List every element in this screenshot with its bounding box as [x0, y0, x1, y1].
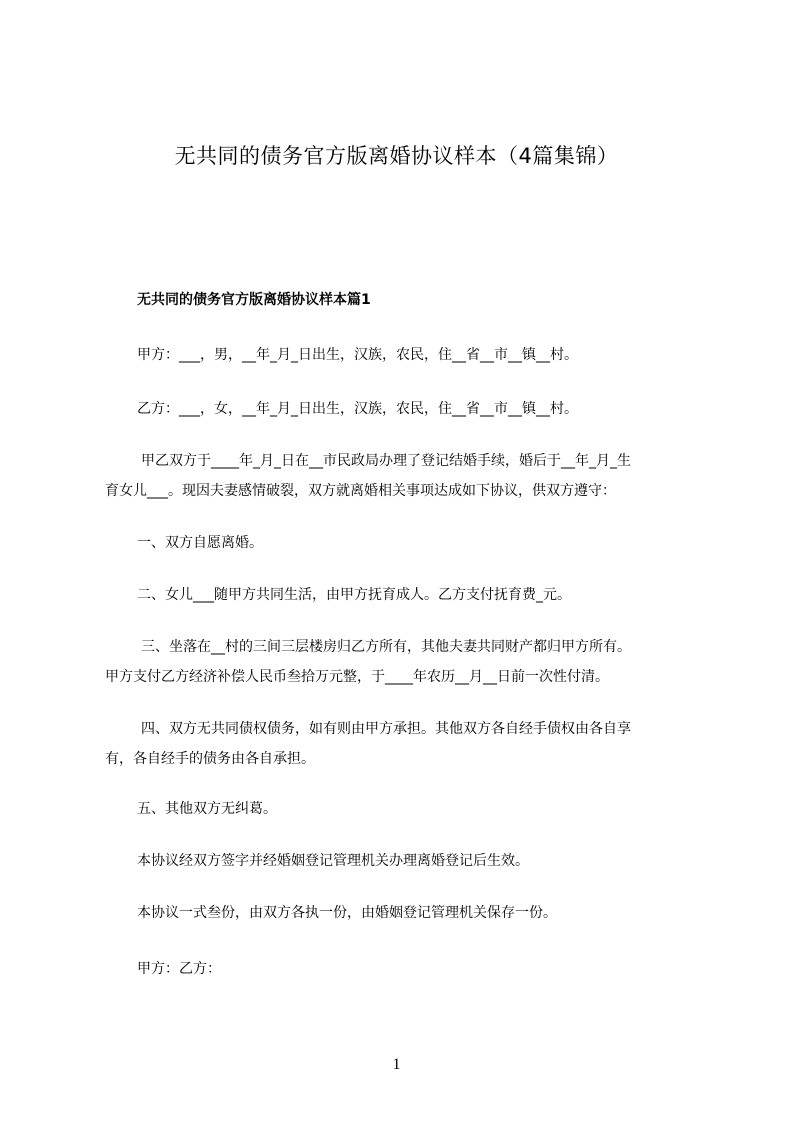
clause-3-paragraph	[105, 632, 705, 692]
signatures-paragraph	[105, 954, 705, 984]
clause-3-line-1: 三、坐落在__村的三间三层楼房归乙方所有，其他夫妻共同财产都归甲方所有。	[141, 639, 631, 655]
section-heading: 无共同的债务官方版离婚协议样本篇1	[137, 292, 371, 308]
effective-line: 本协议经双方签字并经婚姻登记管理机关办理离婚登记后生效。	[137, 853, 529, 869]
party-b-line: 乙方：___，女，__年_月_日出生，汉族，农民，住__省__市__镇__村。	[137, 401, 578, 417]
clause-3-line-2: 甲方支付乙方经济补偿人民币叁拾万元整，于____年农历__月__日前一次性付清。	[105, 669, 609, 685]
effective-paragraph	[105, 846, 705, 876]
clause-4-line-2: 有，各自经手的债务由各自承担。	[105, 751, 315, 767]
clause-4-paragraph	[105, 714, 705, 774]
clause-1-line: 一、双方自愿离婚。	[137, 535, 263, 551]
marriage-line-1: 甲乙双方于____年_月_日在__市民政局办理了登记结婚手续，婚后于__年_月_生	[141, 453, 631, 469]
clause-2-paragraph	[105, 580, 705, 610]
page-number: 1	[392, 1056, 401, 1073]
clause-5-line: 五、其他双方无纠葛。	[137, 801, 277, 817]
clause-2-line: 二、女儿___随甲方共同生活，由甲方抚育成人。乙方支付抚育费_元。	[137, 587, 571, 603]
marriage-paragraph	[105, 446, 705, 506]
clause-4-line-1: 四、双方无共同债权债务，如有则由甲方承担。其他双方各自经手债权由各自享	[141, 721, 631, 737]
signatures-line: 甲方：乙方：	[137, 961, 221, 977]
party-a-line: 甲方：___，男，__年_月_日出生，汉族，农民，住__省__市__镇__村。	[137, 347, 578, 363]
copies-paragraph	[105, 898, 705, 928]
document-title: 无共同的债务官方版离婚协议样本（4篇集锦）	[174, 144, 619, 168]
clause-1-paragraph	[105, 528, 705, 558]
clause-5-paragraph	[105, 794, 705, 824]
party-b-paragraph	[105, 394, 705, 424]
party-a-paragraph	[105, 340, 705, 370]
marriage-line-2: 育女儿___。现因夫妻感情破裂，双方就离婚相关事项达成如下协议，供双方遵守：	[105, 483, 616, 499]
copies-line: 本协议一式叁份，由双方各执一份，由婚姻登记管理机关保存一份。	[137, 905, 557, 921]
